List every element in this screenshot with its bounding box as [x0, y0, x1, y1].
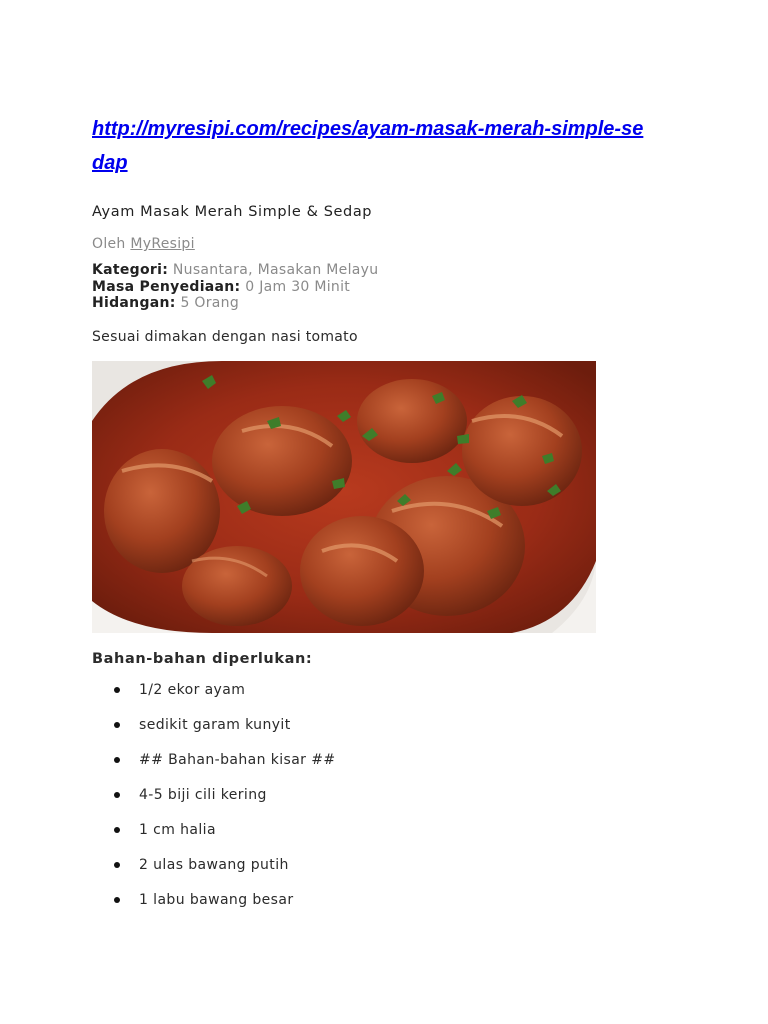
- ingredient-text: 1/2 ekor ayam: [139, 681, 246, 698]
- ingredients-list: [92, 677, 692, 922]
- ingredient-text: 1 labu bawang besar: [139, 891, 294, 908]
- meta-value: 0 Jam 30 Minit: [245, 278, 351, 295]
- list-item: [92, 852, 692, 887]
- recipe-title: Ayam Masak Merah Simple & Sedap: [92, 204, 373, 220]
- list-item: [92, 782, 692, 817]
- byline: [92, 236, 692, 252]
- list-item: [92, 677, 692, 712]
- dish-photo: [92, 361, 596, 633]
- byline-prefix: Oleh: [92, 236, 126, 252]
- bullet-icon: [114, 722, 120, 728]
- meta-row-category: [92, 262, 692, 279]
- meta-key: Masa Penyediaan:: [92, 278, 241, 295]
- list-item: [92, 747, 692, 782]
- bullet-icon: [114, 757, 120, 763]
- ingredients-heading: Bahan-bahan diperlukan:: [92, 650, 313, 667]
- list-item: [92, 817, 692, 852]
- ingredient-text: ## Bahan-bahan kisar ##: [139, 751, 336, 768]
- bullet-icon: [114, 827, 120, 833]
- bullet-icon: [114, 897, 120, 903]
- meta-key: Kategori:: [92, 262, 169, 278]
- ingredient-text: 4-5 biji cili kering: [139, 786, 267, 803]
- ingredient-text: 2 ulas bawang putih: [139, 856, 289, 873]
- bullet-icon: [114, 687, 120, 693]
- source-url-link[interactable]: http://myresipi.com/recipes/ayam-masak-merah-simple-sedap: [92, 118, 644, 174]
- meta-value: Nusantara, Masakan Melayu: [172, 262, 379, 278]
- meta-value: 5 Orang: [180, 295, 240, 311]
- meta-row-servings: [92, 295, 692, 312]
- meta-row-prep-time: [92, 279, 692, 296]
- bullet-icon: [114, 862, 120, 868]
- recipe-meta: [92, 262, 692, 312]
- list-item: [92, 887, 692, 922]
- recipe-page: [92, 112, 692, 922]
- author-link[interactable]: MyResipi: [130, 236, 195, 252]
- meta-key: Hidangan:: [92, 295, 176, 311]
- bullet-icon: [114, 792, 120, 798]
- ingredient-text: sedikit garam kunyit: [139, 716, 291, 733]
- list-item: [92, 712, 692, 747]
- recipe-description: Sesuai dimakan dengan nasi tomato: [92, 328, 358, 345]
- ingredient-text: 1 cm halia: [139, 821, 216, 838]
